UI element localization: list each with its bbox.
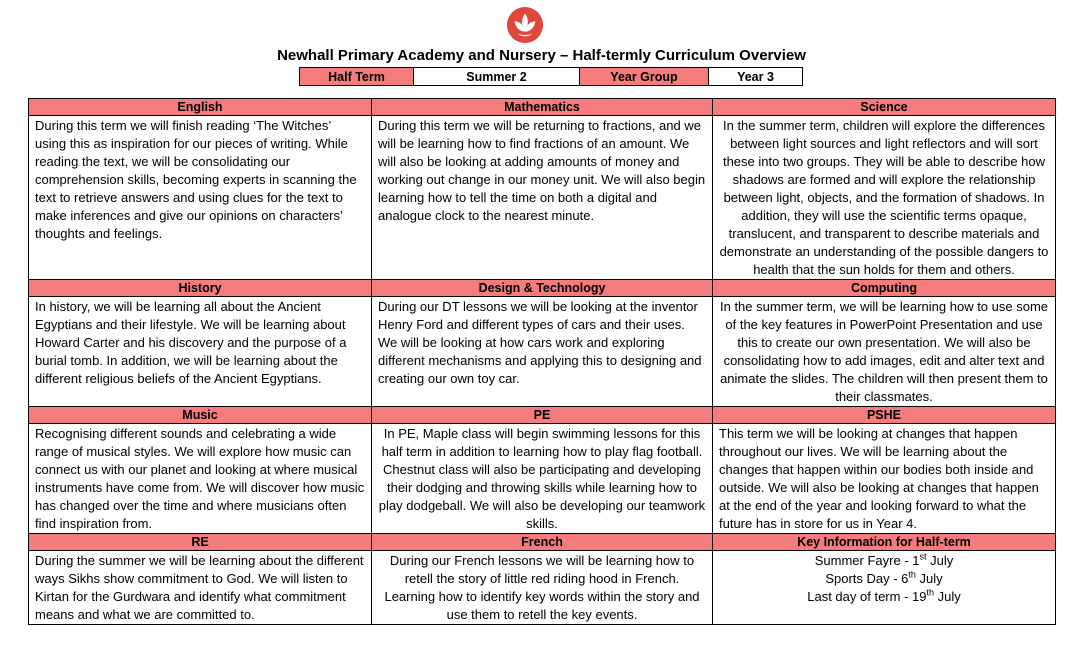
subject-text-science: In the summer term, children will explore the differences between light sources and light reflectors and will sort these into two groups. They will be able to describe how shadows are formed and will explore the relationship between light, objects, and the formation of shadows. In addition, they will use the scientific terms opaque, translucent, and transparent to describe materials and demonstrate an understanding of the possible dangers to health that the sun holds for them and others. (713, 116, 1056, 280)
subject-body-row (29, 424, 1056, 534)
subject-title-history: History (29, 280, 372, 297)
subject-text-pe: In PE, Maple class will begin swimming lessons for this half term in addition to learning how to play flag football. Chestnut class will also be participating and developing their dodging and throwing skills while learning how to play dodgeball. We will also be developing our teamwork skills. (372, 424, 713, 534)
subject-text-music: Recognising different sounds and celebrating a wide range of musical styles. We will explore how music can connect us with our planet and looking at where musical instruments have come from. We will discover how music has changed over the time and where musicians often find inspiration from. (29, 424, 372, 534)
key-info-item: Summer Fayre - 1st July (814, 551, 954, 568)
subject-header-row (29, 534, 1056, 551)
curriculum-grid (28, 98, 1056, 625)
subject-text-history: In history, we will be learning all about the Ancient Egyptians and their lifestyle. We will be learning about Howard Carter and his discovery and the purpose of a burial tomb. In addition, we will be learning about the different religious beliefs of the Ancient Egyptians. (29, 297, 372, 407)
subject-title-design-technology: Design & Technology (372, 280, 713, 297)
key-info-item: Last day of term - 19th July (807, 587, 961, 604)
year-group-value: Year 3 (709, 68, 803, 86)
key-info-title: Key Information for Half-term (713, 534, 1056, 551)
key-info-list (713, 551, 1056, 625)
subject-title-pe: PE (372, 407, 713, 424)
subject-title-science: Science (713, 99, 1056, 116)
subject-text-mathematics: During this term we will be returning to fractions, and we will be learning how to find fractions of an amount. We will also be looking at adding amounts of money and working out change in our money unit. We will also begin learning how to tell the time on both a digital and analogue clock to the nearest minute. (372, 116, 713, 280)
term-info (299, 67, 803, 86)
lotus-logo-icon (506, 6, 544, 44)
subject-body-row (29, 297, 1056, 407)
subject-title-computing: Computing (713, 280, 1056, 297)
year-group-label: Year Group (580, 68, 709, 86)
subject-text-french: During our French lessons we will be learning how to retell the story of little red riding hood in French. Learning how to identify key words within the story and use them to retell the key events. (372, 551, 713, 625)
subject-text-english: During this term we will finish reading ‘The Witches’ using this as inspiration for our pieces of writing. While reading the text, we will be consolidating our comprehension skills, becoming experts in scanning the text to retrieve answers and using clues for the text to make inferences and give our opinions on characters’ thoughts and feelings. (29, 116, 372, 280)
key-info-item: Sports Day - 6th July (825, 569, 943, 586)
subject-header-row (29, 407, 1056, 424)
subject-title-french: French (372, 534, 713, 551)
page-title: Newhall Primary Academy and Nursery – Half-termly Curriculum Overview (277, 47, 806, 64)
subject-title-re: RE (29, 534, 372, 551)
subject-text-computing: In the summer term, we will be learning how to use some of the key features in PowerPoint Presentation and use this to create our own presentation. We will also be consolidating how to add images, edit and alter text and animate the slides. The children will then present them to their classmates. (713, 297, 1056, 407)
subject-title-mathematics: Mathematics (372, 99, 713, 116)
subject-text-re: During the summer we will be learning about the different ways Sikhs show commitment to God. We will listen to Kirtan for the Gurdwara and identify what commitment means and what we are committed to. (29, 551, 372, 625)
subject-body-row (29, 116, 1056, 280)
subject-header-row (29, 99, 1056, 116)
half-term-label: Half Term (300, 68, 414, 86)
subject-header-row (29, 280, 1056, 297)
subject-body-row (29, 551, 1056, 625)
subject-title-english: English (29, 99, 372, 116)
subject-text-pshe: This term we will be looking at changes that happen throughout our lives. We will be learning about the changes that happen within our bodies both inside and outside. We will also be looking at changes that happen at the end of the year and looking forward to what the future has in store for us in Year 4. (713, 424, 1056, 534)
subject-text-design-technology: During our DT lessons we will be looking at the inventor Henry Ford and different types of cars and their uses. We will be looking at how cars work and exploring different mechanisms and applying this to designing and creating our own toy car. (372, 297, 713, 407)
half-term-value: Summer 2 (414, 68, 580, 86)
subject-title-pshe: PSHE (713, 407, 1056, 424)
subject-title-music: Music (29, 407, 372, 424)
